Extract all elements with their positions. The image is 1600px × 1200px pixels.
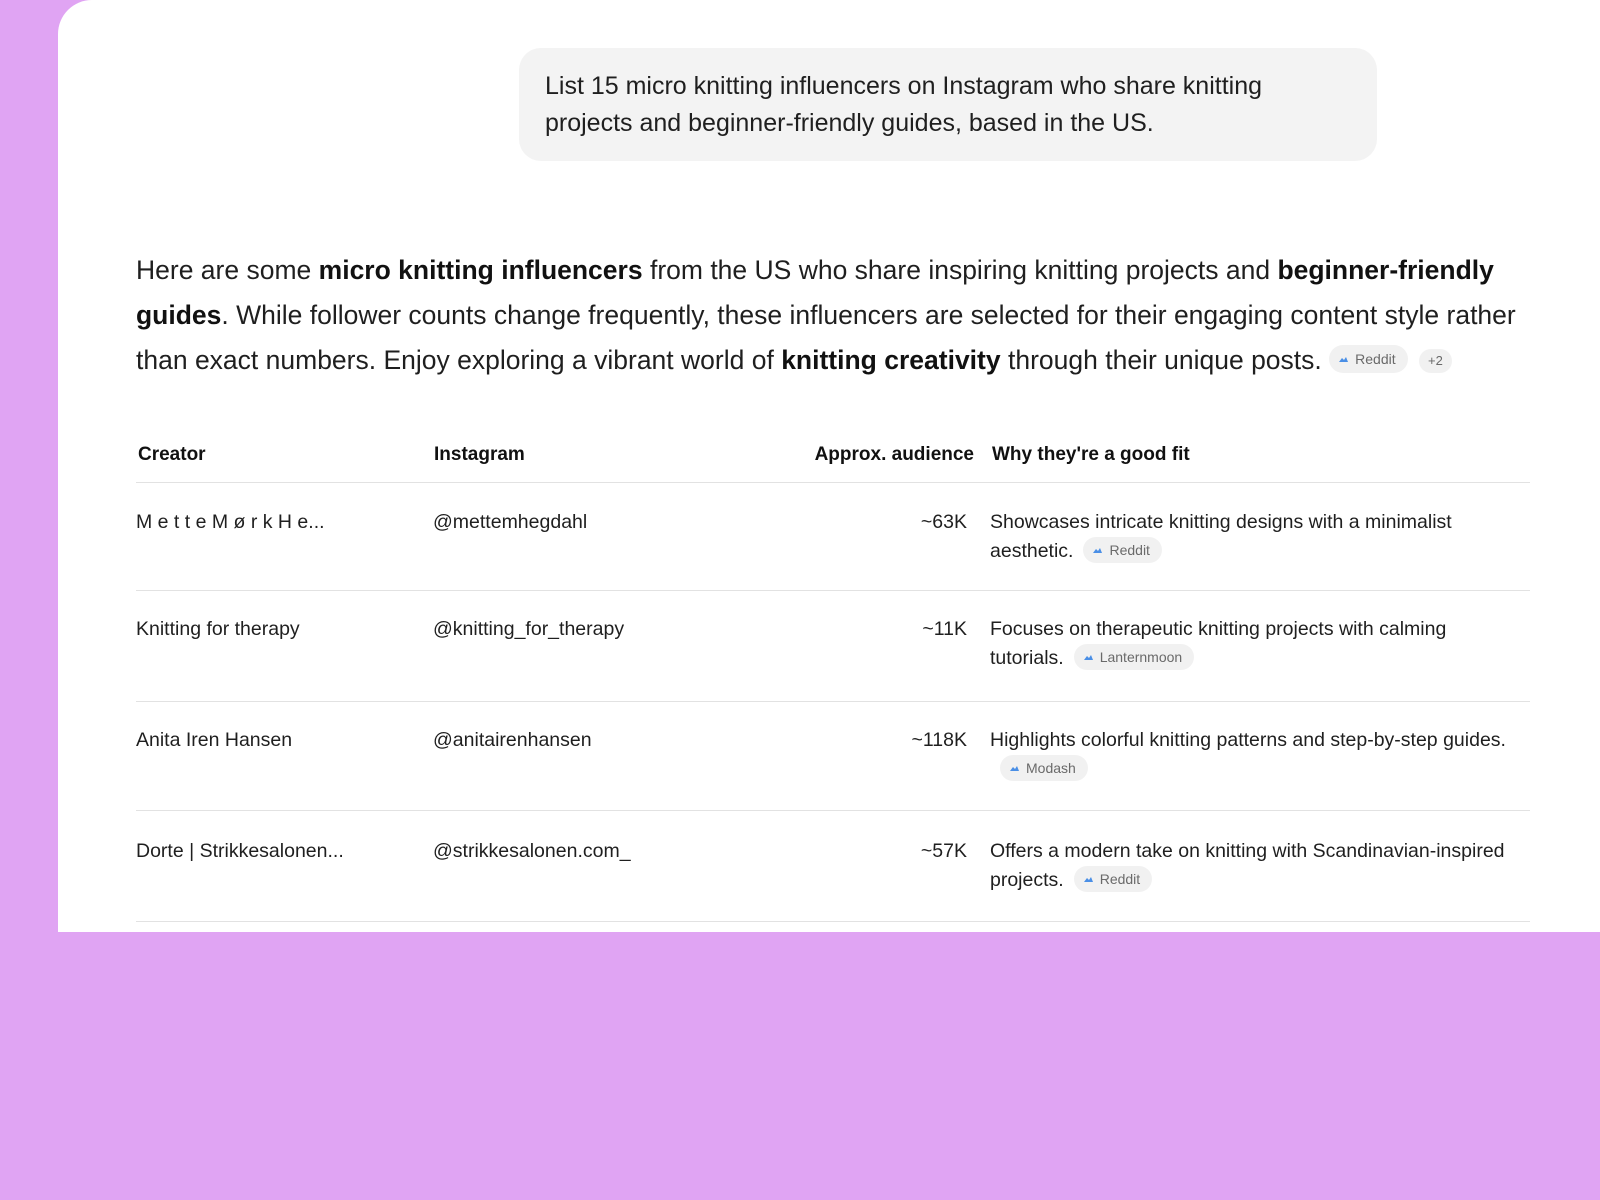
why-text: Showcases intricate knitting designs with a minimalist aesthetic. (990, 511, 1452, 562)
audience-count: ~118K (911, 729, 967, 751)
audience-count: ~63K (920, 511, 967, 533)
instagram-handle: @knitting_for_therapy (433, 618, 625, 640)
why-text: Highlights colorful knitting patterns and step-by-step guides. (990, 729, 1506, 751)
source-chip-label: Lanternmoon (1099, 648, 1183, 665)
source-chip[interactable] (1074, 644, 1195, 670)
header-instagram: Instagram (434, 444, 525, 465)
creator-name: M e t t e M ø r k H e... (136, 511, 325, 533)
source-chip[interactable] (1083, 537, 1161, 563)
why-text: Offers a modern take on knitting with Scandinavian-inspired projects. (990, 840, 1505, 891)
intro-bold-3: knitting creativity (781, 345, 1001, 375)
table-row (136, 702, 1530, 811)
header-why: Why they're a good fit (992, 444, 1190, 465)
instagram-handle: @strikkesalonen.com_ (433, 840, 631, 862)
why-good-fit (990, 508, 1510, 566)
why-good-fit (990, 726, 1510, 784)
intro-bold-2: beginner-friendly guides (136, 255, 1494, 330)
why-good-fit (990, 837, 1510, 895)
source-link-icon (1010, 765, 1019, 771)
table-row (136, 483, 1530, 591)
creator-name: Dorte | Strikkesalonen... (136, 840, 344, 862)
source-chip[interactable] (1074, 866, 1152, 892)
intro-text-4: through their unique posts. (1000, 345, 1322, 375)
source-link-icon (1093, 547, 1102, 553)
source-chip-reddit[interactable] (1329, 345, 1407, 373)
audience-count: ~57K (920, 840, 967, 862)
intro-text-3: . While follower counts change frequently, these influencers are selected for their engaging content style rather than exact numbers. Enjoy exploring a vibrant world of (136, 300, 1516, 375)
creator-name: Anita Iren Hansen (136, 729, 293, 751)
creator-name: Knitting for therapy (136, 618, 300, 640)
why-text: Focuses on therapeutic knitting projects with calming tutorials. (990, 618, 1447, 669)
source-link-icon (1084, 654, 1093, 660)
user-message-text: List 15 micro knitting influencers on Instagram who share knitting projects and beginner-friendly guides, based in the US. (545, 72, 1263, 137)
source-chip-label: Reddit (1099, 870, 1141, 887)
intro-text-2: from the US who share inspiring knitting projects and (642, 255, 1278, 285)
assistant-intro-paragraph (136, 248, 1516, 383)
more-sources-chip[interactable]: +2 (1419, 349, 1452, 373)
source-chip[interactable] (1000, 755, 1088, 781)
source-link-icon (1339, 356, 1348, 362)
user-message-bubble (519, 48, 1377, 161)
source-chip-label: Reddit (1355, 351, 1396, 367)
source-chip-label: Modash (1026, 759, 1076, 776)
intro-bold-1: micro knitting influencers (318, 255, 643, 285)
table-header-row (136, 438, 1530, 483)
table-row (136, 591, 1530, 702)
source-link-icon (1084, 876, 1093, 882)
table-row (136, 811, 1530, 922)
audience-count: ~11K (922, 618, 967, 640)
instagram-handle: @mettemhegdahl (433, 511, 588, 533)
intro-text-1: Here are some (136, 255, 319, 285)
header-audience: Approx. audience (814, 444, 974, 465)
influencer-table (136, 438, 1530, 922)
source-chip-label: Reddit (1109, 541, 1150, 558)
why-good-fit (990, 615, 1510, 673)
chat-panel (58, 0, 1600, 932)
instagram-handle: @anitairenhansen (433, 729, 592, 751)
header-creator: Creator (138, 444, 206, 465)
